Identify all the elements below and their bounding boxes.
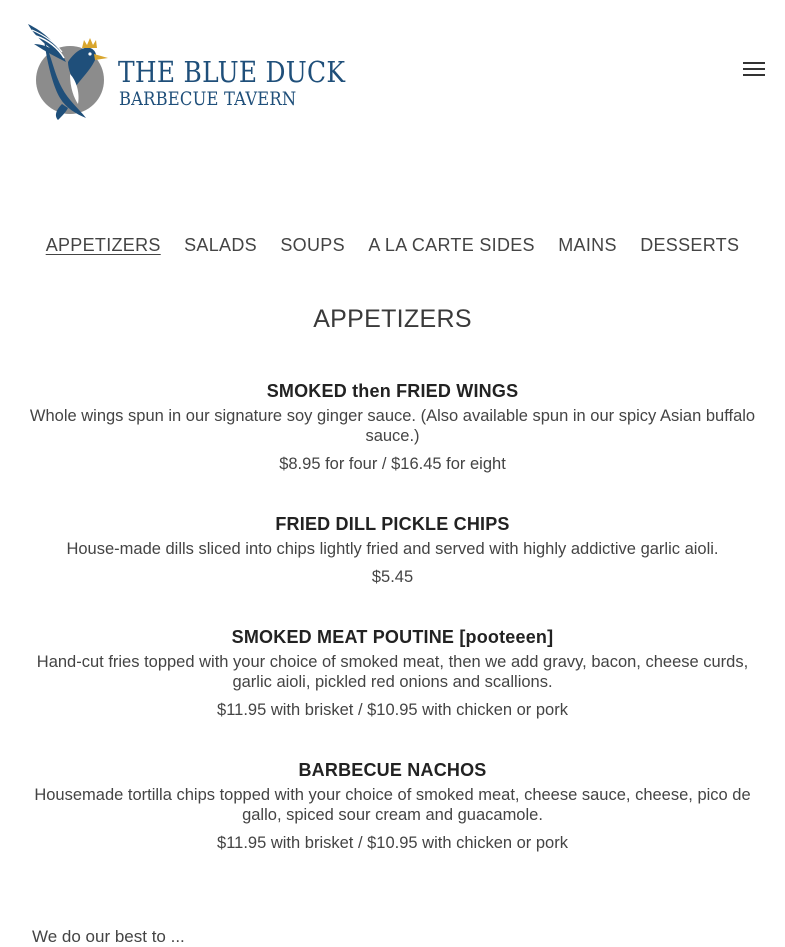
nav-appetizers[interactable]: APPETIZERS — [45, 235, 161, 255]
menu-item-name: FRIED DILL PICKLE CHIPS — [275, 514, 510, 534]
menu-item-price: $11.95 with brisket / $10.95 with chicken or pork — [217, 834, 568, 852]
menu-item-description: Housemade tortilla chips topped with your choice of smoked meat, cheese sauce, cheese, pico de gallo, spiced sour cream and guacamole. — [34, 786, 751, 824]
nav-desserts[interactable]: DESSERTS — [640, 235, 740, 255]
footer-note: We do our best to ... — [32, 927, 185, 946]
section-title: APPETIZERS — [313, 305, 472, 333]
menu-item-name: BARBECUE NACHOS — [298, 760, 487, 780]
brand-name: THE BLUE DUCK — [118, 55, 346, 89]
menu-item-name: SMOKED MEAT POUTINE [pooteeen] — [231, 627, 554, 647]
menu-item — [28, 626, 757, 720]
menu-item — [28, 380, 757, 474]
menu-item-price: $11.95 with brisket / $10.95 with chicken or pork — [217, 701, 568, 719]
brand-tagline: BARBECUE TAVERN — [119, 88, 297, 110]
menu-item-price: $8.95 for four / $16.45 for eight — [279, 455, 506, 473]
menu-category-nav — [0, 235, 785, 256]
nav-a-la-carte-sides[interactable]: A LA CARTE SIDES — [368, 235, 535, 255]
nav-mains[interactable]: MAINS — [558, 235, 617, 255]
site-header — [0, 0, 785, 140]
nav-soups[interactable]: SOUPS — [280, 235, 345, 255]
nav-salads[interactable]: SALADS — [184, 235, 257, 255]
menu-item-description: Whole wings spun in our signature soy ginger sauce. (Also available spun in our spicy Asian buffalo sauce.) — [29, 407, 756, 445]
menu-item-description: House-made dills sliced into chips lightly fried and served with highly addictive garlic aioli. — [66, 540, 719, 558]
duck-with-crown-icon — [24, 18, 114, 122]
menu-item-name: SMOKED then FRIED WINGS — [266, 381, 519, 401]
menu-item — [28, 759, 757, 853]
menu-item-description: Hand-cut fries topped with your choice of smoked meat, then we add gravy, bacon, cheese curds, garlic aioli, pickled red onions and scallions. — [36, 653, 749, 691]
menu-item — [28, 513, 757, 587]
menu-item-price: $5.45 — [371, 568, 414, 586]
brand-logo[interactable] — [24, 18, 354, 122]
hamburger-menu-icon[interactable] — [738, 58, 770, 82]
